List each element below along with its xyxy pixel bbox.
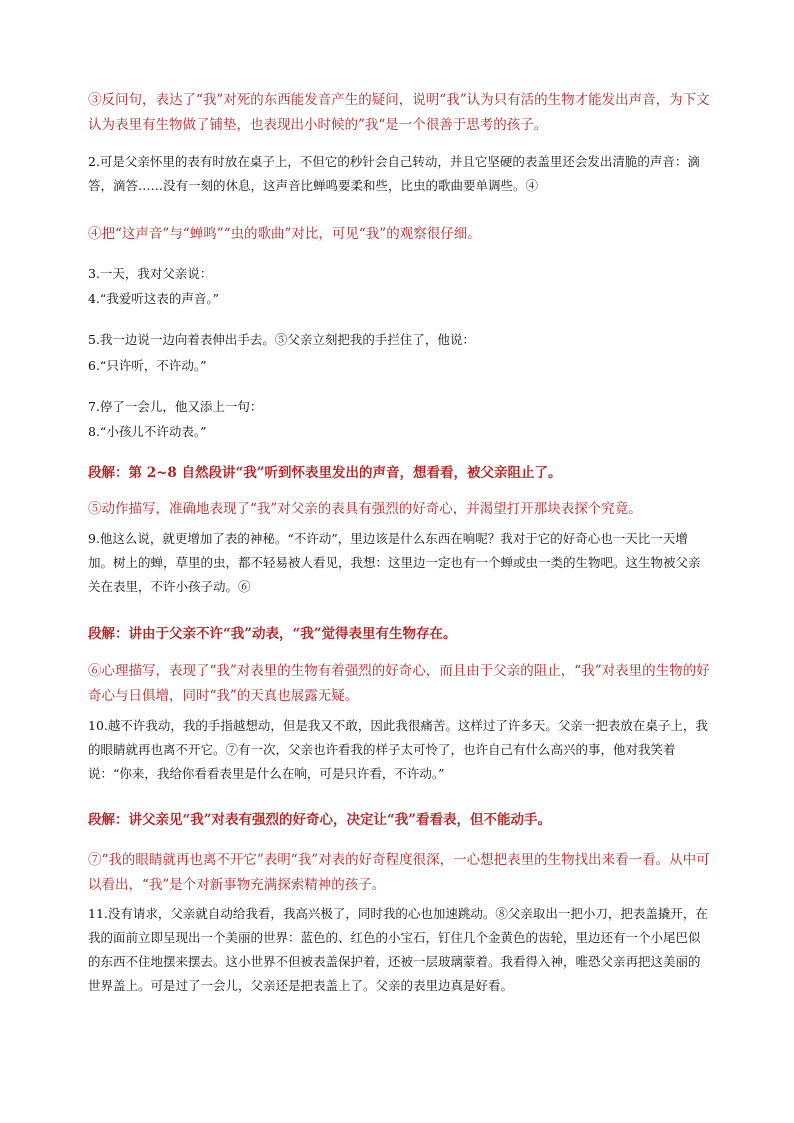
paragraph-4: 4.“我爱听这表的声音。” [88, 291, 219, 306]
paragraph-3: 3.一天，我对父亲说： [88, 266, 213, 281]
section-summary-1: 段解：第 2~8 自然段讲“我”听到怀表里发出的声音，想看看，被父亲阻止了。 [88, 465, 562, 481]
paragraph-5: 5.我一边说一边向着表伸出手去。⑤父亲立刻把我的手拦住了，他说： [88, 332, 475, 347]
annotation-4: ④把“这声音”与“蝉鸣”“虫的歌曲”对比，可见“我”的观察很仔细。 [88, 226, 481, 242]
annotation-6: ⑥心理描写，表现了“我”对表里的生物有着强烈的好奇心，而且由于父亲的阻止，“我”对表里的生物的好奇心与日俱增，同时“我”的天真也展露无疑。 [88, 663, 710, 704]
section-summary-3: 段解：讲父亲见“我”对表有强烈的好奇心，决定让“我”看看表，但不能动手。 [88, 812, 552, 828]
paragraph-7: 7.停了一会儿，他又添上一句： [88, 399, 263, 414]
paragraph-10: 10.越不许我动，我的手指越想动，但是我又不敢，因此我很痛苦。这样过了许多天。父亲一把表放在桌子上，我的眼睛就再也离不开它。⑦有一次，父亲也许看我的样子太可怜了，也许自己有什么高兴的事，他对我笑着说：“你来，我给你看看表里是什么在响，可是只许看，不许动。” [88, 718, 708, 781]
section-summary-2: 段解：讲由于父亲不许“我”动表，“我”觉得表里有生物存在。 [88, 626, 457, 642]
paragraph-9: 9.他这么说，就更增加了表的神秘。“不许动”，里边该是什么东西在响呢？我对于它的好奇心也一天比一天增加。树上的蝉，草里的虫，都不轻易被人看见，我想：这里边一定也有一个蝉或虫一类的生物吧。这生物被父亲关在表里，不许小孩子动。⑥ [88, 531, 701, 594]
paragraph-6: 6.“只许听，不许动。” [88, 358, 207, 373]
annotation-5: ⑤动作描写，准确地表现了“我”对父亲的表具有强烈的好奇心，并渴望打开那块表探个究竟。 [88, 501, 642, 517]
paragraph-2: 2.可是父亲怀里的表有时放在桌子上，不但它的秒针会自己转动，并且它坚硬的表盖里还会发出清脆的声音：滴答，滴答……没有一刻的休息，这声音比蝉鸣要柔和些，比虫的歌曲要单调些。④ [88, 154, 700, 193]
annotation-7: ⑦“我的眼睛就再也离不开它”表明“我”对表的好奇程度很深，一心想把表里的生物找出来看一看。从中可以看出，“我”是个对新事物充满探索精神的孩子。 [88, 852, 710, 893]
paragraph-8: 8.“小孩儿不许动表。” [88, 424, 207, 439]
paragraph-11: 11.没有请求，父亲就自动给我看，我高兴极了，同时我的心也加速跳动。⑧父亲取出一把小刀，把表盖撬开，在我的面前立即呈现出一个美丽的世界：蓝色的、红色的小宝石，钉住几个金黄色的齿轮，里边还有一个小尾巴似的东西不住地摆来摆去。这小世界不但被表盖保护着，还被一层玻璃蒙着。我看得入神，唯恐父亲再把这美丽的世界盖上。可是过了一会儿，父亲还是把表盖上了。父亲的表里边真是好看。 [88, 906, 708, 993]
annotation-3: ③反问句，表达了“我”对死的东西能发音产生的疑问，说明“我”认为只有活的生物才能发出声音，为下文认为表里有生物做了铺垫，也表现出小时候的”我“是一个很善于思考的孩子。 [88, 92, 710, 133]
